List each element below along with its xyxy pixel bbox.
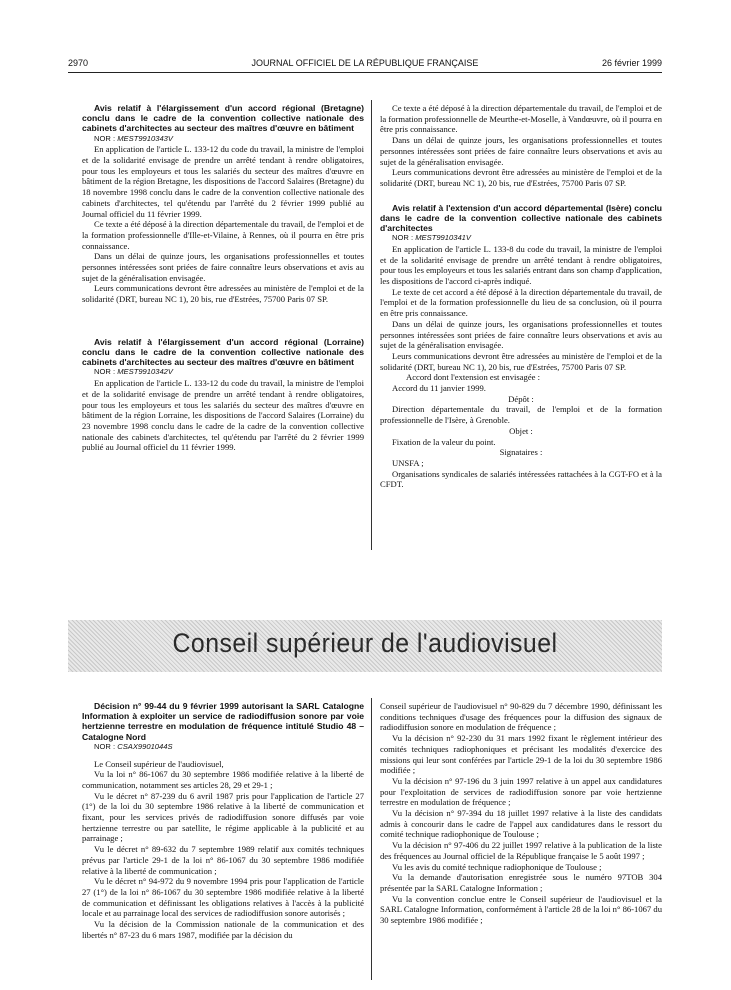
decision-paragraph: Le Conseil supérieur de l'audiovisuel, xyxy=(94,758,224,769)
column-divider-top xyxy=(371,100,372,550)
decision-title: Décision n° 99-44 du 9 février 1999 autorisant la SARL Catalogne Information à exploiter un service de radiodiffusion sonore par voie hertzienne terrestre en modulation de fréquence intitulé Studio 48 – Catalogne Nord xyxy=(82,701,364,742)
issue-date: 26 février 1999 xyxy=(601,58,662,68)
section1-paragraph: Dans un délai de quinze jours, les organisations professionnelles et toutes personnes intéressées sont priées de faire connaître leurs observations et avis au sujet de la généralisation envisagée. xyxy=(82,251,364,283)
section1-paragraph: En application de l'article L. 133-12 du code du travail, la ministre de l'emploi et de la solidarité envisage de prendre un arrêté tendant à rendre obligatoires, pour tous les employeurs et tous les salariés du secteur des maîtres d'œuvre en bâtiment de la région Bretagne, les dispositions de l'accord Salaires (Bretagne) du 18 novembre 1998 conclu dans le cadre de la convention collective nationale des cabinets d'architectes, tel qu'étendu par l'arrêté du 2 février 1999 publié au Journal officiel du 11 février 1999. xyxy=(82,144,364,219)
page-number: 2970 xyxy=(68,58,89,68)
section4-paragraph: Le texte de cet accord a été déposé à la direction départementale du travail, de l'emploi et de la formation professionnelle du lieu de sa conclusion, où il pourra en être pris connaissance. xyxy=(380,286,662,319)
section-banner xyxy=(68,620,662,672)
decision-paragraph: Vu la décision n° 92-230 du 31 mars 1992 fixant le règlement intérieur des comités techniques radiophoniques et précisant les modalités d'exercice des missions qui leur sont conférées par l'article 29-1 de la loi du 30 septembre 1986 modifiée ; xyxy=(380,733,662,776)
banner-title: Conseil supérieur de l'audiovisuel xyxy=(172,628,558,658)
section4-paragraph: Leurs communications devront être adressées au ministère de l'emploi et de la solidarité (DRT, bureau NC 1), 20 bis, rue d'Estrées, 75700 Paris 07 SP. xyxy=(380,350,662,372)
objet-value: Fixation de la valeur du point. xyxy=(392,436,496,447)
section1-nor: NOR : MEST9910343V xyxy=(94,133,173,143)
section3-paragraph: Leurs communications devront être adressées au ministère de l'emploi et de la solidarité (DRT, bureau NC 1), 20 bis, rue d'Estrées, 75700 Paris 07 SP. xyxy=(380,167,662,188)
section3-paragraph: Ce texte a été déposé à la direction départementale du travail, de l'emploi et de la formation professionnelle de Meurthe-et-Moselle, à Vandœuvre, où il pourra en être pris connaissance. xyxy=(380,103,662,135)
decision-paragraph: Vu le décret n° 94-972 du 9 novembre 1994 pris pour l'application de l'article 27 (1°) de la loi n° 86-1067 du 30 septembre 1986 modifiée relative à la liberté de communication et définissant les obligations relatives à l'accès à la publicité locale et au parrainage local des services de radiodiffusion sonore autorisés ; xyxy=(82,876,364,919)
signataire-item: UNSFA ; xyxy=(392,458,424,468)
section2-paragraph: En application de l'article L. 133-12 du code du travail, la ministre de l'emploi et de la solidarité envisage de prendre un arrêté tendant à rendre obligatoires, pour tous les employeurs et tous les salariés du secteur des maîtres d'œuvre en bâtiment de la région Lorraine, les dispositions de l'accord Salaires (Lorraine) du 23 novembre 1998 conclu dans le cadre de la cadre de la convention collective nationale des cabinets d'architectes, tel qu'étendu par l'arrêté du 2 février 1999 publié au Journal officiel du 11 février 1999. xyxy=(82,378,364,453)
signataires-label: Signataires : xyxy=(499,447,543,458)
objet-label: Objet : xyxy=(509,425,533,436)
section1-paragraph: Leurs communications devront être adressées au ministère de l'emploi et de la solidarité (DRT, bureau NC 1), 20 bis, rue d'Estrées, 75700 Paris 07 SP. xyxy=(82,283,364,305)
section2-title: Avis relatif à l'élargissement d'un accord régional (Lorraine) conclu dans le cadre de la convention collective nationale des cabinets d'architectes au secteur des maîtres d'œuvre en bâtiment xyxy=(82,336,364,368)
decision-nor: NOR : CSAX9901044S xyxy=(94,741,173,751)
section1-paragraph: Ce texte a été déposé à la direction départementale du travail, de l'emploi et de la formation professionnelle d'Ille-et-Vilaine, à Rennes, où il pourra en être pris connaissance. xyxy=(82,219,364,251)
decision-paragraph: Vu la décision n° 97-394 du 18 juillet 1997 relative à la liste des candidats admis à concourir dans le cadre de l'appel aux candidatures dans le ressort du comité technique radiophonique de Toulouse ; xyxy=(380,808,662,840)
decision-paragraph: Vu le décret n° 89-632 du 7 septembre 1989 relatif aux comités techniques prévus par l'article 29-1 de la loi n° 86-1067 du 30 septembre 1986 modifiée relative à la liberté de communication ; xyxy=(82,844,364,876)
section4-paragraph: Dans un délai de quinze jours, les organisations professionnelles et toutes personnes intéressées sont priées de faire connaître leurs observations et avis au sujet de la généralisation envisagée. xyxy=(380,318,662,351)
header-rule xyxy=(68,72,662,73)
decision-paragraph: Vu la décision n° 97-196 du 3 juin 1997 relative à un appel aux candidatures pour l'exploitation de services de radiodiffusion sonore par voie hertzienne terrestre en modulation de fréquence ; xyxy=(380,775,662,808)
decision-paragraph: Vu la demande d'autorisation enregistrée sous le numéro 97TOB 304 présentée par la SARL Catalogne Information ; xyxy=(380,872,662,893)
section3-paragraph: Dans un délai de quinze jours, les organisations professionnelles et toutes personnes intéressées sont priées de faire connaître leurs observations et avis au sujet de la généralisation envisagée. xyxy=(380,135,662,167)
decision-paragraph: Vu la décision n° 97-406 du 22 juillet 1997 relative à la publication de la liste des fréquences au Journal officiel de la République française le 5 août 1997 ; xyxy=(380,840,662,861)
accord-label: Accord dont l'extension est envisagée : xyxy=(406,372,540,383)
section4-paragraph: En application de l'article L. 133-8 du code du travail, la ministre de l'emploi et de la solidarité envisage de prendre un arrêté tendant à rendre obligatoires, pour tous les employeurs et tous les salariés entrant dans son champ d'application, les dispositions de l'accord ci-après indiqué. xyxy=(380,243,662,287)
running-header xyxy=(68,58,662,70)
journal-title: JOURNAL OFFICIEL DE LA RÉPUBLIQUE FRANÇAISE xyxy=(251,58,479,68)
decision-paragraph: Vu la convention conclue entre le Conseil supérieur de l'audiovisuel et la SARL Catalogne Information, conformément à l'article 28 de la loi n° 86-1067 du 30 septembre 1986 modifiée ; xyxy=(380,893,662,926)
accord-value: Accord du 11 janvier 1999. xyxy=(392,383,486,394)
decision-paragraph: Vu la décision de la Commission nationale de la communication et des libertés n° 87-23 du 6 mars 1987, modifiée par la décision du xyxy=(82,919,364,940)
section1-title: Avis relatif à l'élargissement d'un accord régional (Bretagne) conclu dans le cadre de la convention collective nationale des cabinets d'architectes au secteur des maîtres d'œuvre en bâtiment xyxy=(82,103,364,134)
depot-value: Direction départementale du travail, de l'emploi et de la formation professionnelle de l'Isère, à Grenoble. xyxy=(380,404,662,426)
right-column-upper xyxy=(380,103,662,490)
decision-paragraph: Vu le décret n° 87-239 du 6 avril 1987 pris pour l'application de l'article 27 (1°) de la loi du 30 septembre 1986 relative à la liberté de communication et fixant, pour les services privés de radiodiffusion sonore diffusés par voie hertzienne terrestre ou par satellite, le régime applicable à la publicité et au parrainage ; xyxy=(82,790,364,844)
section2-nor: NOR : MEST9910342V xyxy=(94,367,173,377)
right-column-lower xyxy=(380,701,662,926)
left-column-upper xyxy=(82,103,364,453)
decision-paragraph: Vu les avis du comité technique radiophonique de Toulouse ; xyxy=(392,861,602,872)
signataire-item: Organisations syndicales de salariés intéressées rattachées à la CGT-FO et à la CFDT. xyxy=(380,468,662,490)
section4-nor: NOR : MEST9910341V xyxy=(392,233,471,243)
left-column-lower xyxy=(82,701,364,940)
decision-paragraph: Vu la loi n° 86-1067 du 30 septembre 1986 modifiée relative à la liberté de communication, notamment ses articles 28, 29 et 29-1 ; xyxy=(82,769,364,790)
decision-paragraph: Conseil supérieur de l'audiovisuel n° 90-829 du 7 décembre 1990, définissant les conditions techniques d'usage des fréquences pour la diffusion des signaux de radiodiffusion sonore en modulation de fréquence ; xyxy=(380,701,662,733)
column-divider-bottom xyxy=(371,698,372,980)
section4-title: Avis relatif à l'extension d'un accord départemental (Isère) conclu dans le cadre de la convention collective nationale des cabinets d'architectes xyxy=(380,202,662,234)
depot-label: Dépôt : xyxy=(508,393,534,404)
